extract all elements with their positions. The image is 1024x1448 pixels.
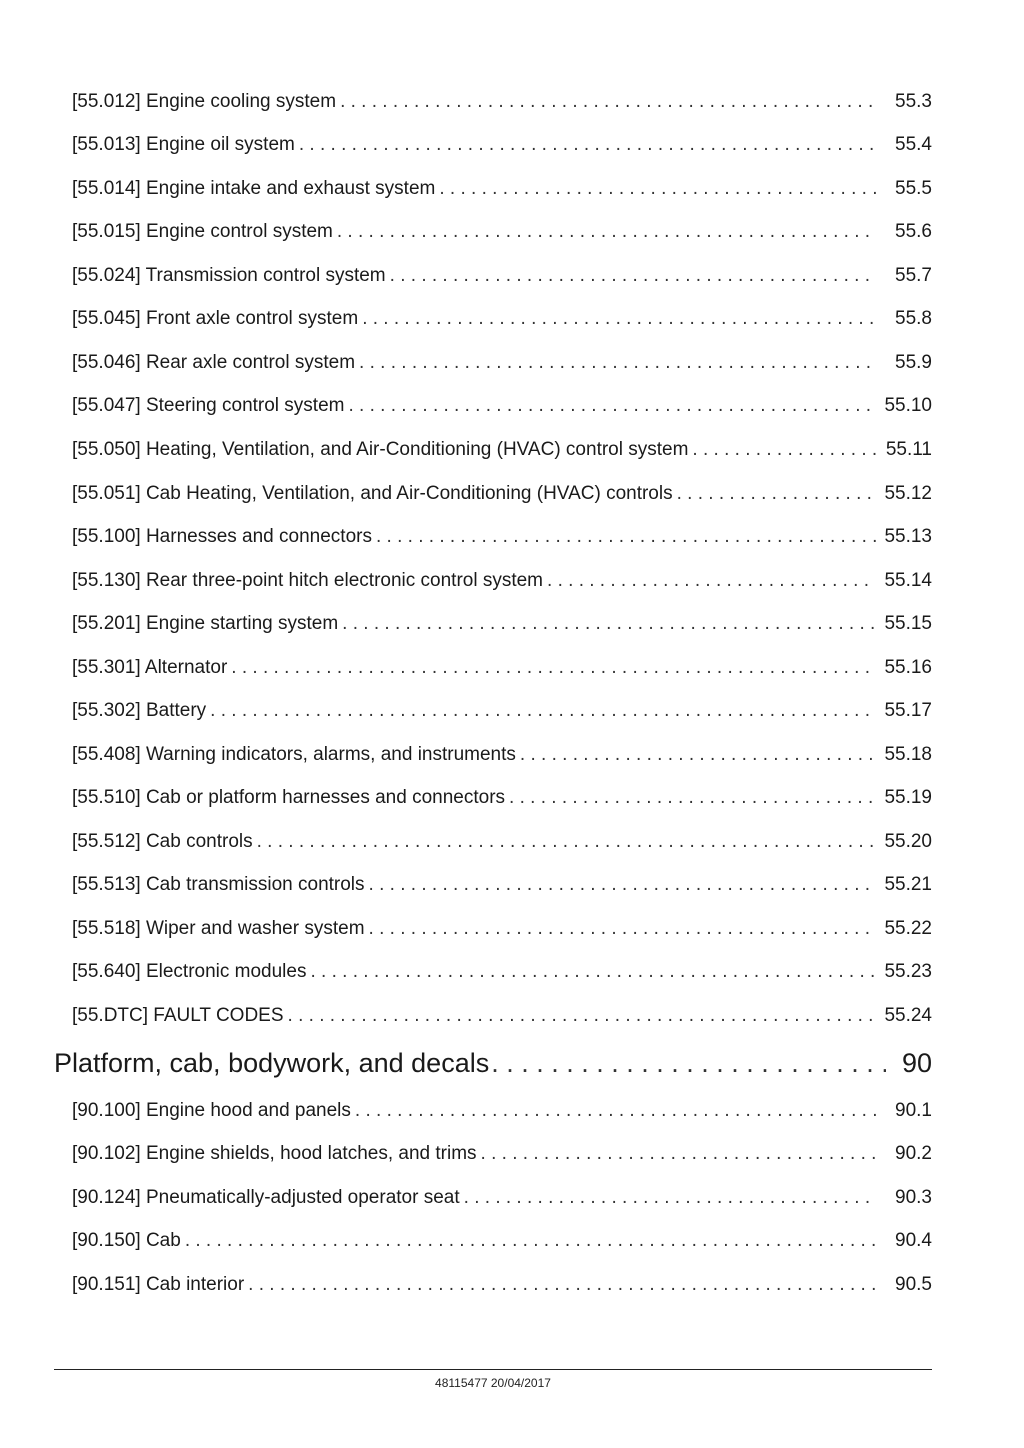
- toc-entry-label: [90.100] Engine hood and panels: [72, 1100, 351, 1121]
- dot-leader: [464, 1186, 876, 1210]
- toc-entry-label: [55.518] Wiper and washer system: [72, 918, 365, 939]
- dot-leader: [376, 525, 876, 549]
- toc-entry-label: [55.015] Engine control system: [72, 221, 333, 242]
- toc-entry-page: 55.6: [895, 221, 932, 242]
- toc-entry-label: [55.046] Rear axle control system: [72, 352, 356, 373]
- toc-entry[interactable]: [72, 525, 932, 549]
- toc-entry[interactable]: [72, 133, 932, 157]
- footer-doc-reference: 48115477 20/04/2017: [435, 1376, 551, 1390]
- dot-leader: [337, 220, 876, 244]
- toc-entry[interactable]: [72, 438, 932, 462]
- toc-entry-page: 55.11: [885, 439, 932, 460]
- toc-entry[interactable]: [72, 1004, 932, 1028]
- dot-leader: [369, 873, 876, 897]
- toc-entry-page: 55.9: [895, 352, 932, 373]
- toc-entry-label: [55.302] Battery: [72, 700, 207, 721]
- toc-entry-label: [55.640] Electronic modules: [72, 961, 307, 982]
- toc-entry[interactable]: [72, 612, 932, 636]
- dot-leader: [509, 786, 876, 810]
- toc-entry[interactable]: [72, 394, 932, 418]
- toc-entry-label: [55.047] Steering control system: [72, 395, 345, 416]
- toc-entry-label: [55.513] Cab transmission controls: [72, 874, 365, 895]
- dot-leader: [355, 1099, 876, 1123]
- toc-entry[interactable]: [72, 786, 932, 810]
- toc-entry[interactable]: [72, 873, 932, 897]
- dot-leader: [348, 394, 876, 418]
- toc-entry-label: [55.201] Engine starting system: [72, 613, 339, 634]
- toc-entry-label: [55.012] Engine cooling system: [72, 91, 337, 112]
- toc-entry-page: 90.3: [895, 1187, 932, 1208]
- toc-entry-label: [55.024] Transmission control system: [72, 265, 386, 286]
- toc-entry[interactable]: [72, 264, 932, 288]
- toc-entry-label: [55.512] Cab controls: [72, 831, 253, 852]
- dot-leader: [210, 699, 876, 723]
- toc-entry[interactable]: [72, 569, 932, 593]
- toc-section-heading[interactable]: [54, 1046, 932, 1080]
- toc-entry[interactable]: [72, 1186, 932, 1210]
- toc-entry-label: [90.151] Cab interior: [72, 1274, 245, 1295]
- dot-leader: [185, 1229, 876, 1253]
- dot-leader: [342, 612, 876, 636]
- toc-entry-label: [55.013] Engine oil system: [72, 134, 295, 155]
- toc-entry-page: 55.10: [884, 395, 932, 416]
- dot-leader: [299, 133, 876, 157]
- toc-entry[interactable]: [72, 177, 932, 201]
- dot-leader: [369, 917, 876, 941]
- dot-leader: [362, 307, 876, 331]
- dot-leader: [257, 830, 876, 854]
- toc-entry[interactable]: [72, 351, 932, 375]
- toc-entry[interactable]: [72, 1273, 932, 1297]
- toc-entry-page: 55.7: [895, 265, 932, 286]
- toc-entry[interactable]: [72, 743, 932, 767]
- toc-entry[interactable]: [72, 699, 932, 723]
- dot-leader: [340, 90, 876, 114]
- toc-entry-label: [55.130] Rear three-point hitch electronic control system: [72, 570, 544, 591]
- dot-leader: [491, 1046, 886, 1080]
- toc-entry-page: 90.4: [895, 1230, 932, 1251]
- dot-leader: [288, 1004, 876, 1028]
- dot-leader: [677, 482, 876, 506]
- toc-entry-page: 55.14: [884, 570, 932, 591]
- dot-leader: [310, 960, 876, 984]
- toc-entry-page: 55.18: [884, 744, 932, 765]
- toc-entry-page: 55.13: [884, 526, 932, 547]
- toc-entry-label: [90.124] Pneumatically-adjusted operator seat: [72, 1187, 460, 1208]
- toc-entry-label: [55.100] Harnesses and connectors: [72, 526, 372, 547]
- toc-entry-page: 55.15: [884, 613, 932, 634]
- dot-leader: [439, 177, 876, 201]
- toc-entry[interactable]: [72, 960, 932, 984]
- toc-entry-page: 55.12: [884, 483, 932, 504]
- toc-entry-page: 55.5: [895, 178, 932, 199]
- toc-entry-page: 55.24: [884, 1005, 932, 1026]
- toc-entry[interactable]: [72, 220, 932, 244]
- toc-entry[interactable]: [72, 482, 932, 506]
- toc-entry-page: 55.4: [895, 134, 932, 155]
- toc-entry[interactable]: [72, 1099, 932, 1123]
- toc-entry-label: [55.301] Alternator: [72, 657, 228, 678]
- toc-entry-label: [55.051] Cab Heating, Ventilation, and Air-Conditioning (HVAC) controls: [72, 483, 673, 504]
- toc-entry[interactable]: [72, 917, 932, 941]
- toc-entry-page: 55.23: [884, 961, 932, 982]
- toc-entry[interactable]: [72, 1229, 932, 1253]
- toc-entry-page: 55.3: [895, 91, 932, 112]
- toc-entry-label: [55.014] Engine intake and exhaust system: [72, 178, 436, 199]
- dot-leader: [231, 656, 876, 680]
- toc-entry-page: 55.19: [884, 787, 932, 808]
- toc-entry-label: [90.102] Engine shields, hood latches, and trims: [72, 1143, 477, 1164]
- dot-leader: [692, 438, 876, 462]
- toc-entry-label: [55.DTC] FAULT CODES: [72, 1005, 284, 1026]
- toc-entry-page: 55.8: [895, 308, 932, 329]
- toc-entry-page: 90.2: [895, 1143, 932, 1164]
- dot-leader: [390, 264, 876, 288]
- footer-divider: [54, 1369, 932, 1370]
- toc-entry[interactable]: [72, 830, 932, 854]
- toc-entry-label: [55.510] Cab or platform harnesses and connectors: [72, 787, 506, 808]
- dot-leader: [359, 351, 876, 375]
- dot-leader: [547, 569, 876, 593]
- toc-entry-page: 55.17: [884, 700, 932, 721]
- toc-entry-label: [55.050] Heating, Ventilation, and Air-Conditioning (HVAC) control system: [72, 439, 689, 460]
- toc-section-page: 90: [901, 1048, 932, 1078]
- dot-leader: [520, 743, 876, 767]
- toc-entry-label: [90.150] Cab: [72, 1230, 181, 1251]
- toc-entry-page: 55.16: [884, 657, 932, 678]
- toc-entry[interactable]: [72, 1142, 932, 1166]
- toc-section-label: Platform, cab, bodywork, and decals: [54, 1048, 490, 1078]
- toc-entry-page: 55.22: [884, 918, 932, 939]
- toc-entry-page: 55.21: [884, 874, 932, 895]
- toc-entry-page: 90.1: [895, 1100, 932, 1121]
- toc-entry-page: 55.20: [884, 831, 932, 852]
- toc-entry-page: 90.5: [895, 1274, 932, 1295]
- dot-leader: [481, 1142, 876, 1166]
- toc-entry[interactable]: [72, 90, 932, 114]
- toc-entry[interactable]: [72, 307, 932, 331]
- toc-entry-label: [55.045] Front axle control system: [72, 308, 359, 329]
- toc-entry-label: [55.408] Warning indicators, alarms, and instruments: [72, 744, 516, 765]
- dot-leader: [248, 1273, 876, 1297]
- toc-entry[interactable]: [72, 656, 932, 680]
